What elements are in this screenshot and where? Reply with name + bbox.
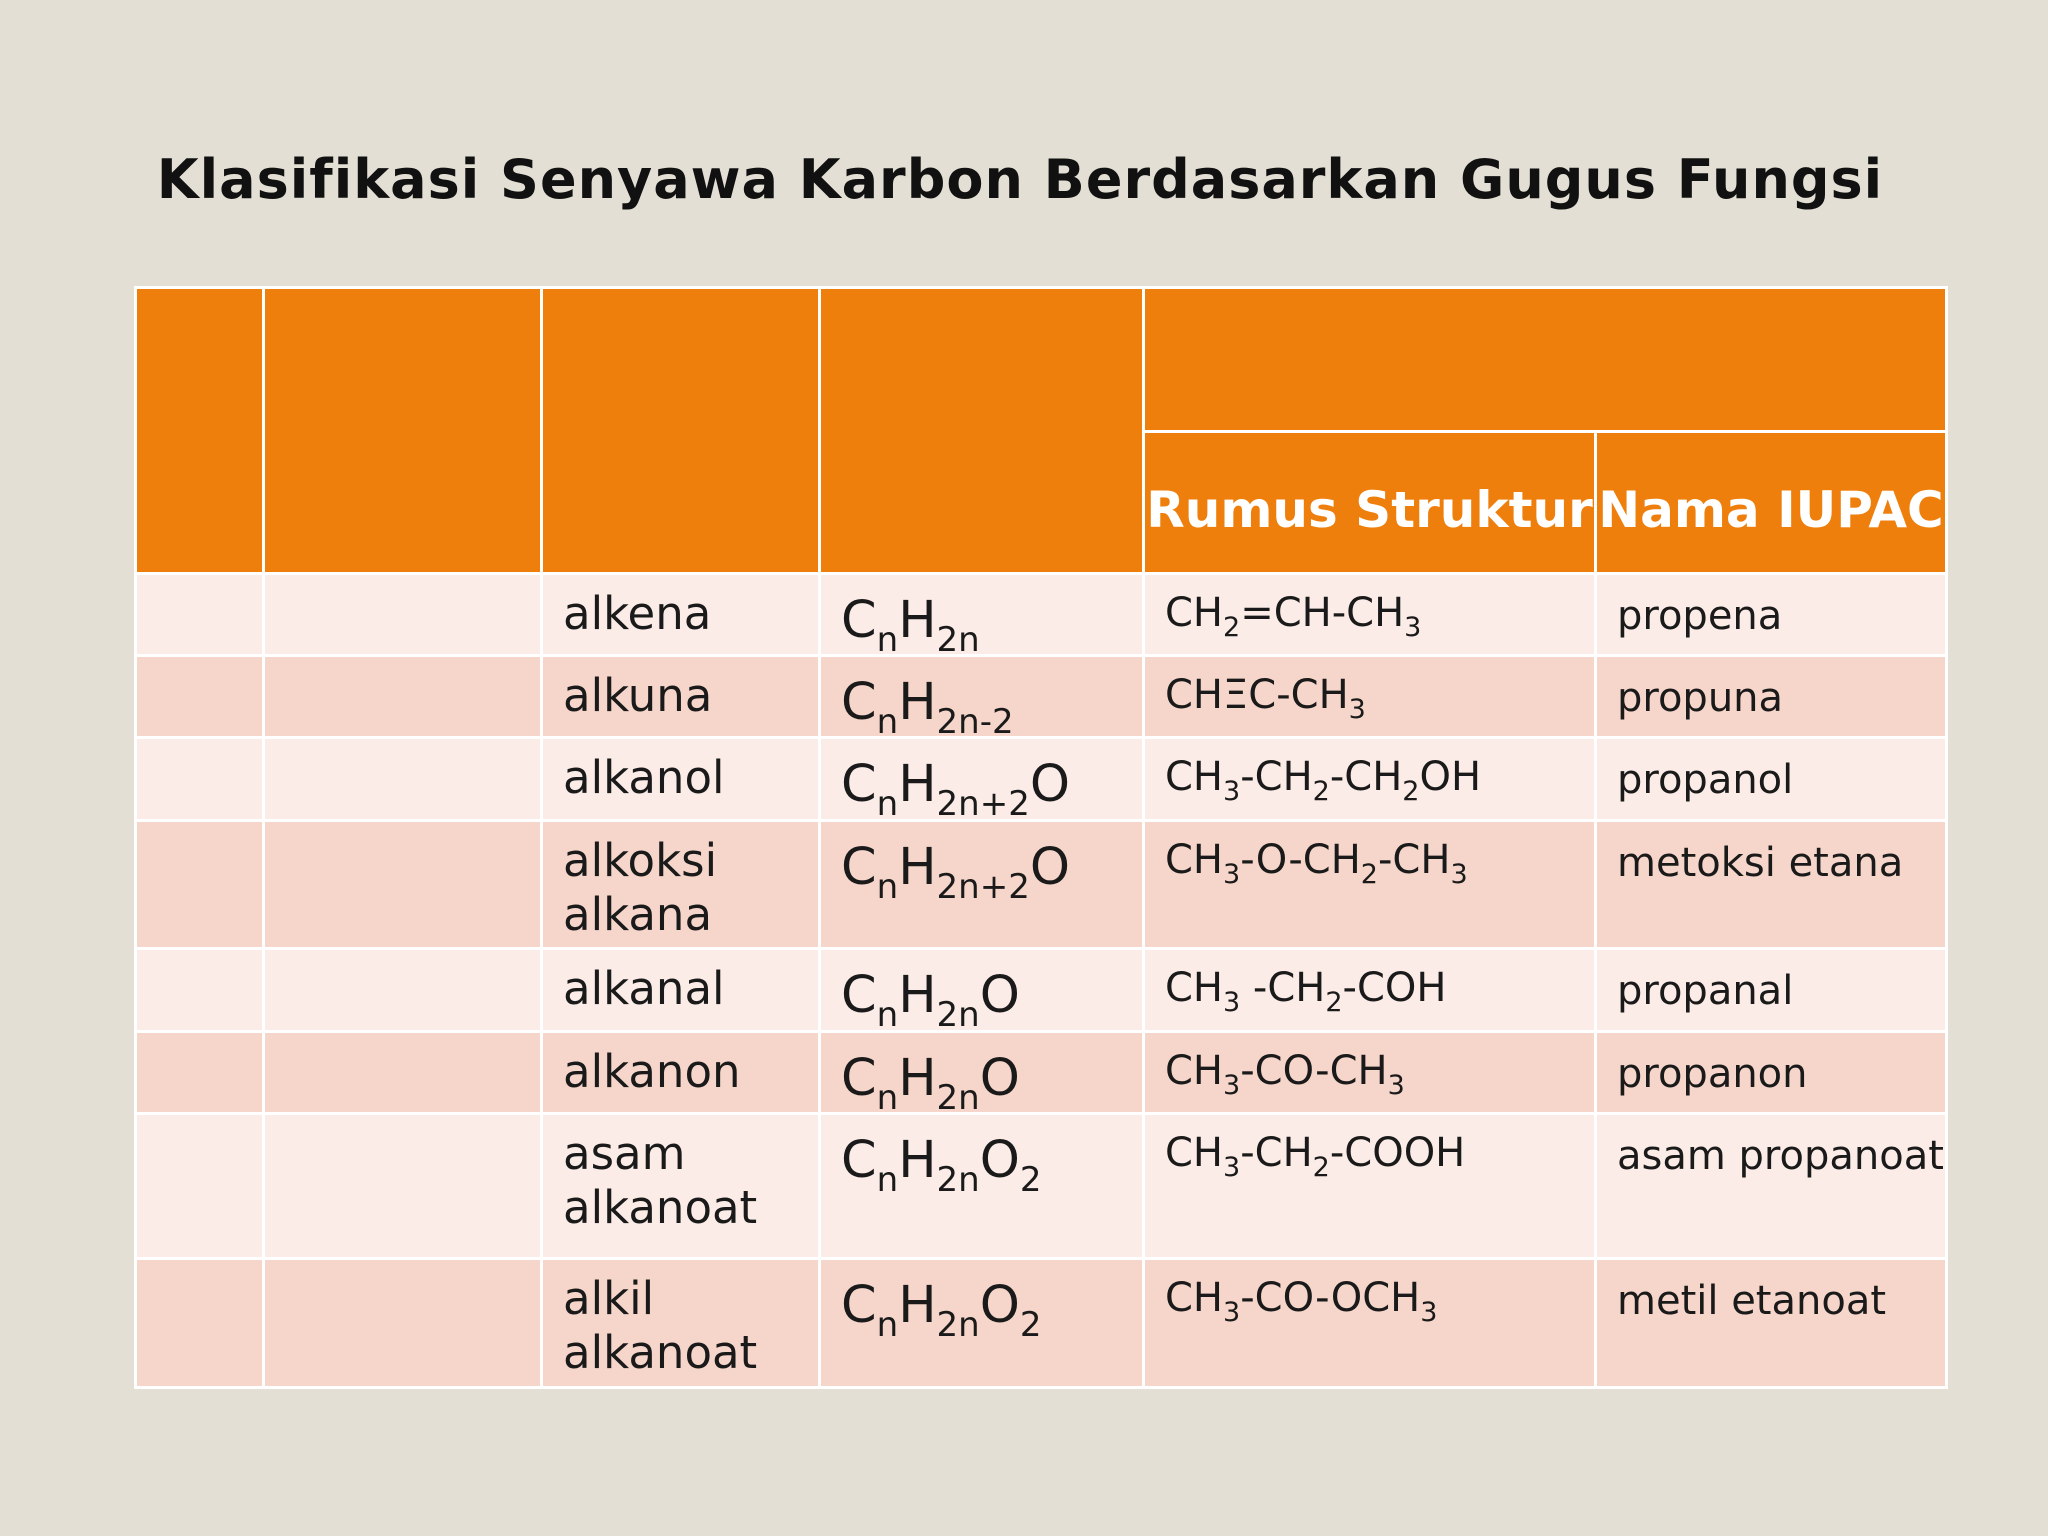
general-formula: $C_nH_{2n+2}O$ [820,821,1144,949]
compound-class: asam alkanoat [542,1114,820,1259]
empty-cell-2 [264,574,542,656]
compound-class: alkena [542,574,820,656]
table-row [136,949,1947,1032]
empty-cell-1 [136,1032,264,1114]
structural-formula: $CH_3-CO-CH_3$ [1144,1032,1596,1114]
table-row [136,574,1947,656]
structural-formula: $CH_3-O-CH_2-CH_3$ [1144,821,1596,949]
general-formula: $C_nH_{2n}O_2$ [820,1259,1144,1388]
structural-formula: $CH_3-CH_2-CH_2OH$ [1144,738,1596,821]
iupac-name: propanal [1596,949,1947,1032]
empty-cell-2 [264,738,542,821]
structural-formula: $CH_3-CO-OCH_3$ [1144,1259,1596,1388]
structural-formula: CHΞC-$CH_3$ [1144,656,1596,738]
table-row [136,1259,1947,1388]
empty-cell-1 [136,1114,264,1259]
general-formula: $C_nH_{2n-2}$ [820,656,1144,738]
empty-cell-1 [136,1259,264,1388]
iupac-name: propuna [1596,656,1947,738]
empty-cell-2 [264,821,542,949]
page-title: Klasifikasi Senyawa Karbon Berdasarkan Gugus Fungsi [156,148,1884,211]
compound-class: alkuna [542,656,820,738]
general-formula: $C_nH_{2n}O$ [820,1032,1144,1114]
iupac-name: propanol [1596,738,1947,821]
iupac-name: metil etanoat [1596,1259,1947,1388]
empty-cell-2 [264,1114,542,1259]
empty-cell-2 [264,949,542,1032]
compound-class: alkil alkanoat [542,1259,820,1388]
empty-cell-1 [136,949,264,1032]
compound-class: alkanon [542,1032,820,1114]
header-cell-3 [542,288,820,574]
table-row [136,821,1947,949]
empty-cell-1 [136,738,264,821]
table-row [136,1114,1947,1259]
header-cell-group [1144,288,1947,432]
empty-cell-1 [136,574,264,656]
header-rumus-struktur: Rumus Struktur [1144,432,1596,574]
empty-cell-1 [136,821,264,949]
general-formula: $C_nH_{2n}$ [820,574,1144,656]
empty-cell-2 [264,656,542,738]
functional-group-table [134,286,1948,1389]
general-formula: $C_nH_{2n+2}O$ [820,738,1144,821]
compound-class: alkanal [542,949,820,1032]
iupac-name: metoksi etana [1596,821,1947,949]
iupac-name: propena [1596,574,1947,656]
compound-class: alkoksi alkana [542,821,820,949]
header-nama-iupac: Nama IUPAC [1596,432,1947,574]
header-cell-4 [820,288,1144,574]
structural-formula: $CH_2=CH-CH_3$ [1144,574,1596,656]
compound-class: alkanol [542,738,820,821]
iupac-name: propanon [1596,1032,1947,1114]
header-cell-2 [264,288,542,574]
empty-cell-1 [136,656,264,738]
table-row [136,738,1947,821]
empty-cell-2 [264,1032,542,1114]
iupac-name: asam propanoat [1596,1114,1947,1259]
general-formula: $C_nH_{2n}O_2$ [820,1114,1144,1259]
structural-formula: $CH_3$ $-CH_2$-COH [1144,949,1596,1032]
header-cell-1 [136,288,264,574]
table-row [136,1032,1947,1114]
empty-cell-2 [264,1259,542,1388]
general-formula: $C_nH_{2n}O$ [820,949,1144,1032]
structural-formula: $CH_3-CH_2$-COOH [1144,1114,1596,1259]
table-row [136,656,1947,738]
